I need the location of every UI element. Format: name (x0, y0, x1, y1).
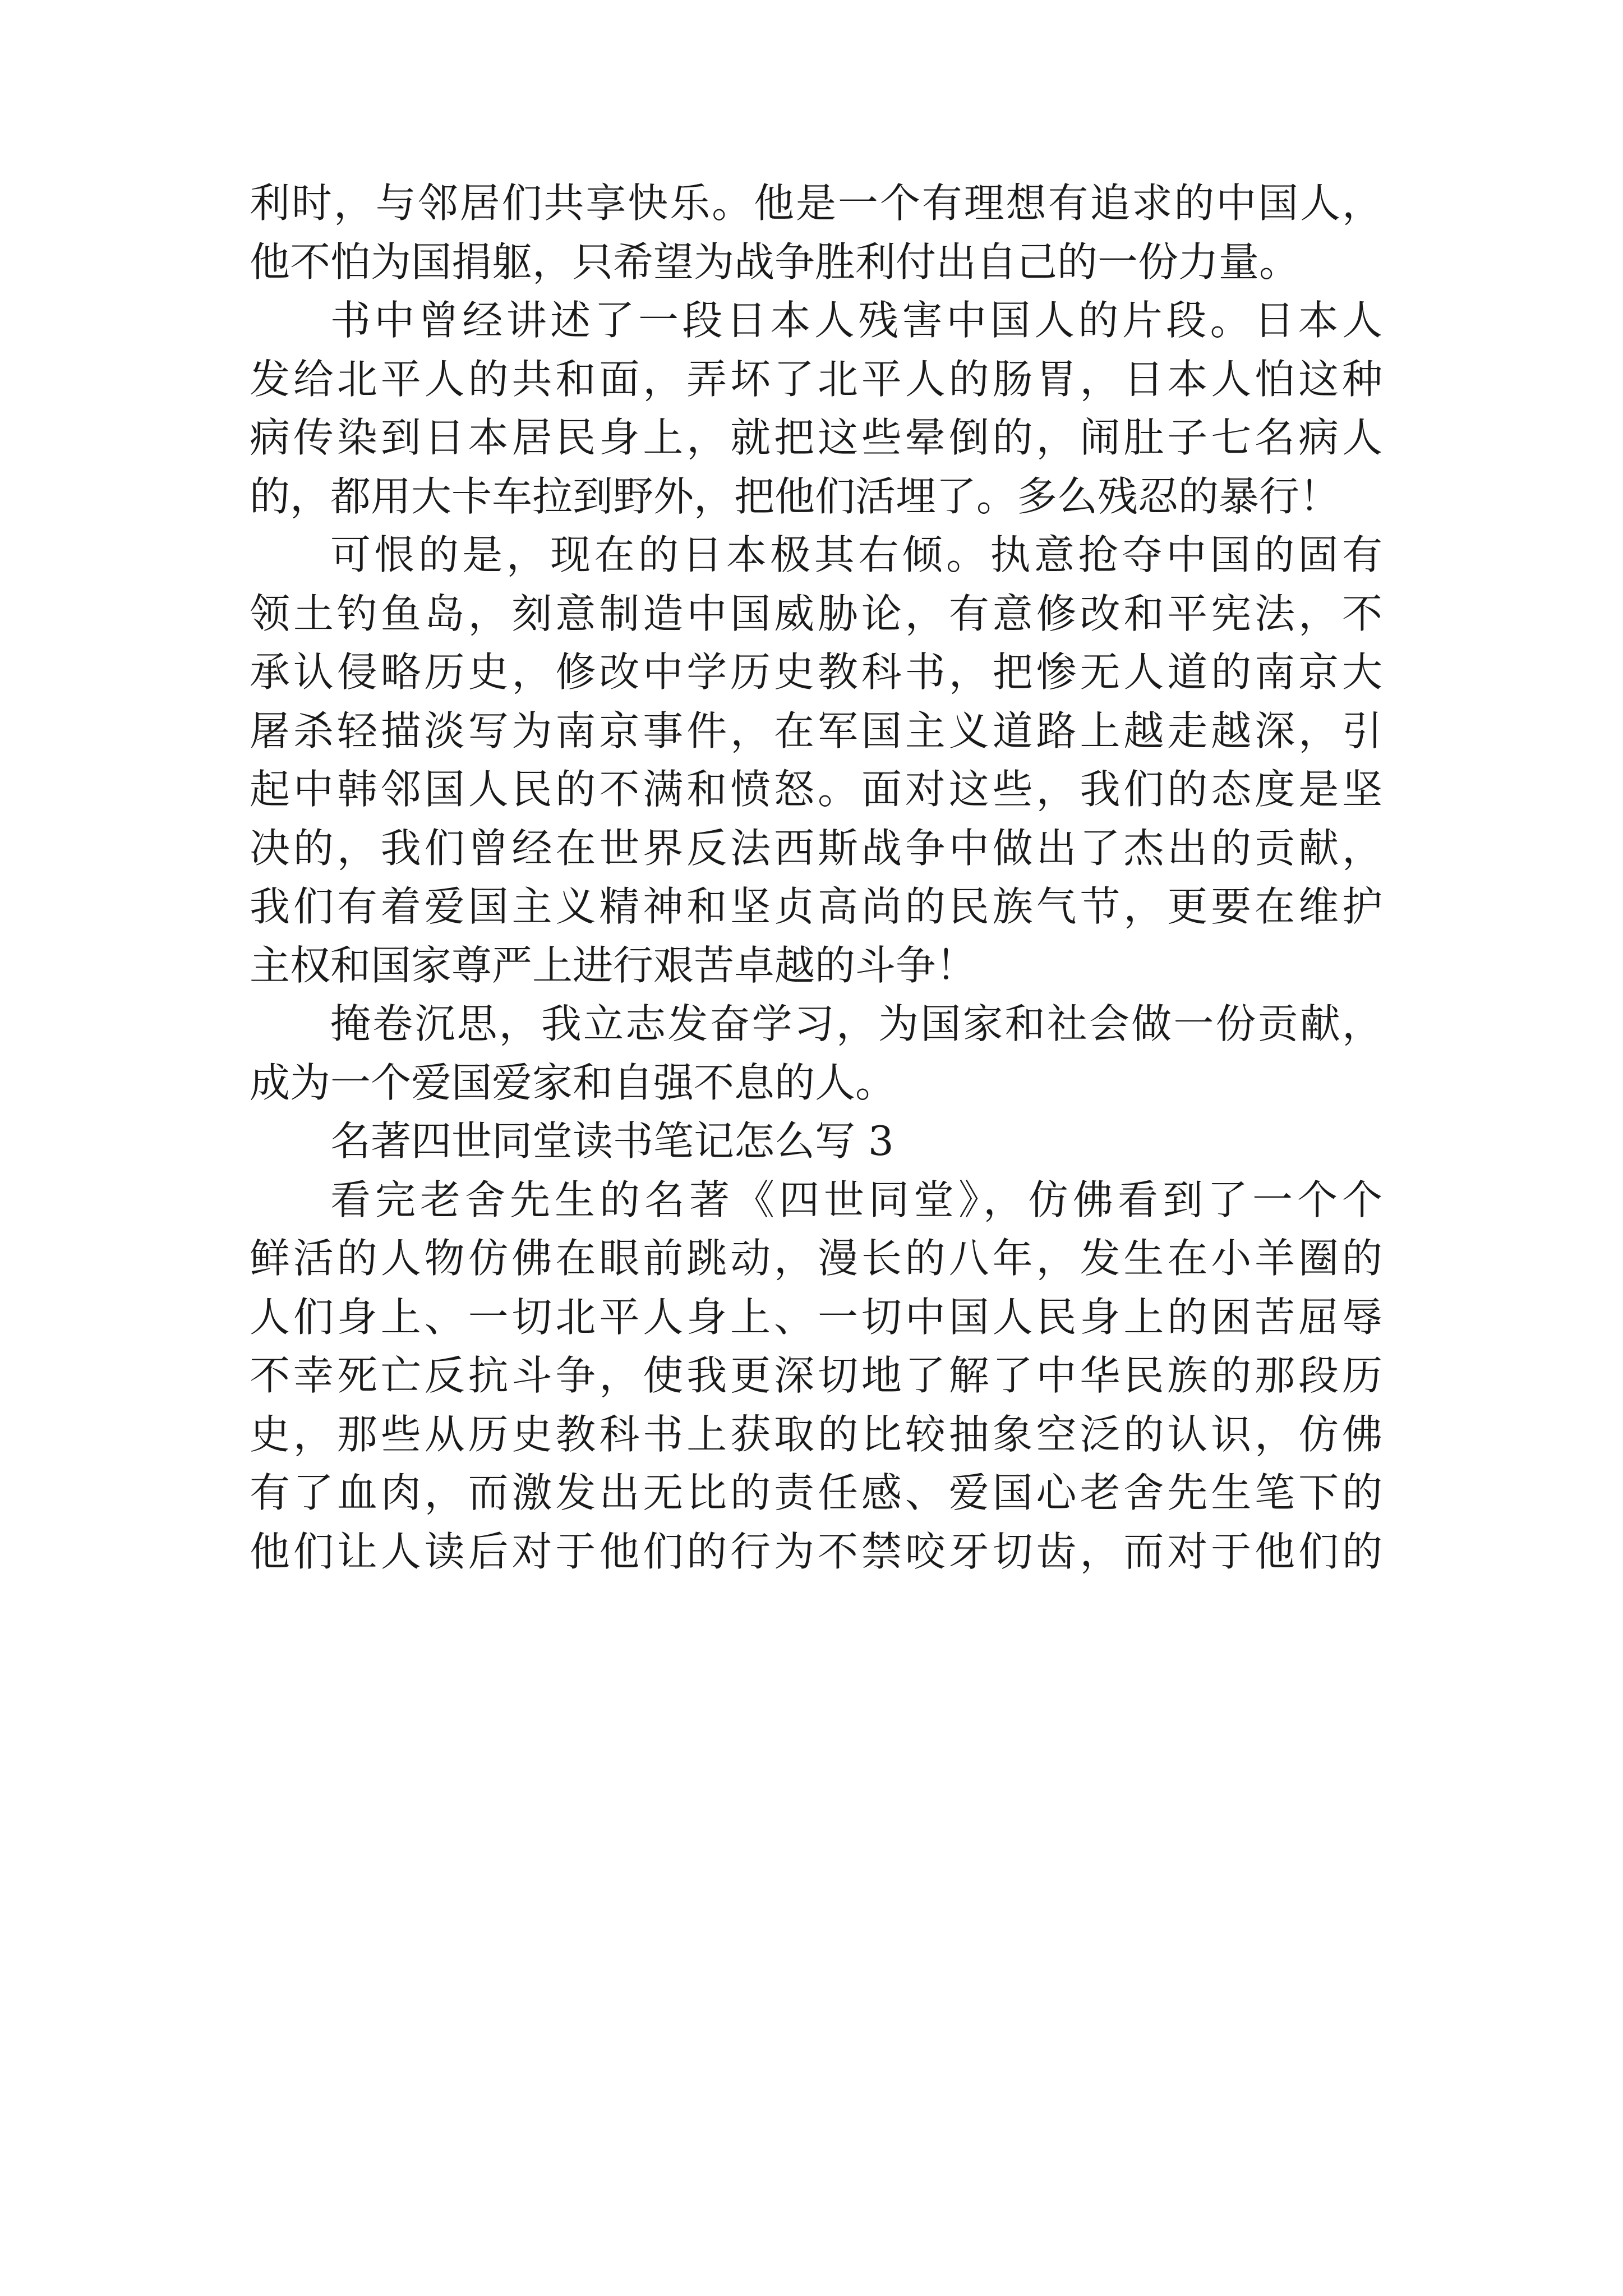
text-line: 我们有着爱国主义精神和坚贞高尚的民族气节，更要在维护 (250, 883, 1382, 930)
text-line: 发给北平人的共和面，弄坏了北平人的肠胃，日本人怕这种 (250, 355, 1382, 403)
text-line: 不幸死亡反抗斗争，使我更深切地了解了中华民族的那段历 (250, 1352, 1382, 1399)
paragraph-start-line: 掩卷沉思，我立志发奋学习，为国家和社会做一份贡献， (330, 1000, 1382, 1047)
text-line: 他们让人读后对于他们的行为不禁咬牙切齿，而对于他们的 (250, 1527, 1382, 1575)
text-line: 起中韩邻国人民的不满和愤怒。面对这些，我们的态度是坚 (250, 766, 1382, 813)
text-line: 主权和国家尊严上进行艰苦卓越的斗争！ (250, 941, 977, 989)
document-body (250, 174, 1382, 1581)
text-line: 的，都用大卡车拉到野外，把他们活埋了。多么残忍的暴行！ (250, 472, 1340, 520)
text-line: 决的，我们曾经在世界反法西斯战争中做出了杰出的贡献， (250, 824, 1382, 872)
text-line: 鲜活的人物仿佛在眼前跳动，漫长的八年，发生在小羊圈的 (250, 1235, 1382, 1282)
text-line: 病传染到日本居民身上，就把这些晕倒的，闹肚子七名病人 (250, 414, 1382, 461)
text-line: 承认侵略历史，修改中学历史教科书，把惨无人道的南京大 (250, 648, 1382, 696)
paragraph-start-line: 可恨的是，现在的日本极其右倾。执意抢夺中国的固有 (330, 531, 1382, 578)
paragraph-start-line: 看完老舍先生的名著《四世同堂》，仿佛看到了一个个 (330, 1176, 1382, 1223)
section-heading: 名著四世同堂读书笔记怎么写 3 (330, 1117, 894, 1165)
text-line: 他不怕为国捐躯，只希望为战争胜利付出自己的一份力量。 (250, 238, 1300, 286)
paragraph-start-line: 书中曾经讲述了一段日本人残害中国人的片段。日本人 (330, 297, 1382, 344)
text-line: 人们身上、一切北平人身上、一切中国人民身上的困苦屈辱 (250, 1293, 1382, 1341)
text-line: 领土钓鱼岛，刻意制造中国威胁论，有意修改和平宪法，不 (250, 590, 1382, 637)
text-line: 有了血肉，而激发出无比的责任感、爱国心老舍先生笔下的 (250, 1469, 1382, 1516)
text-line: 屠杀轻描淡写为南京事件，在军国主义道路上越走越深，引 (250, 707, 1382, 754)
text-line: 史，那些从历史教科书上获取的比较抽象空泛的认识，仿佛 (250, 1410, 1382, 1458)
text-line: 利时，与邻居们共享快乐。他是一个有理想有追求的中国人， (250, 180, 1382, 227)
text-line: 成为一个爱国爱家和自强不息的人。 (250, 1059, 896, 1106)
